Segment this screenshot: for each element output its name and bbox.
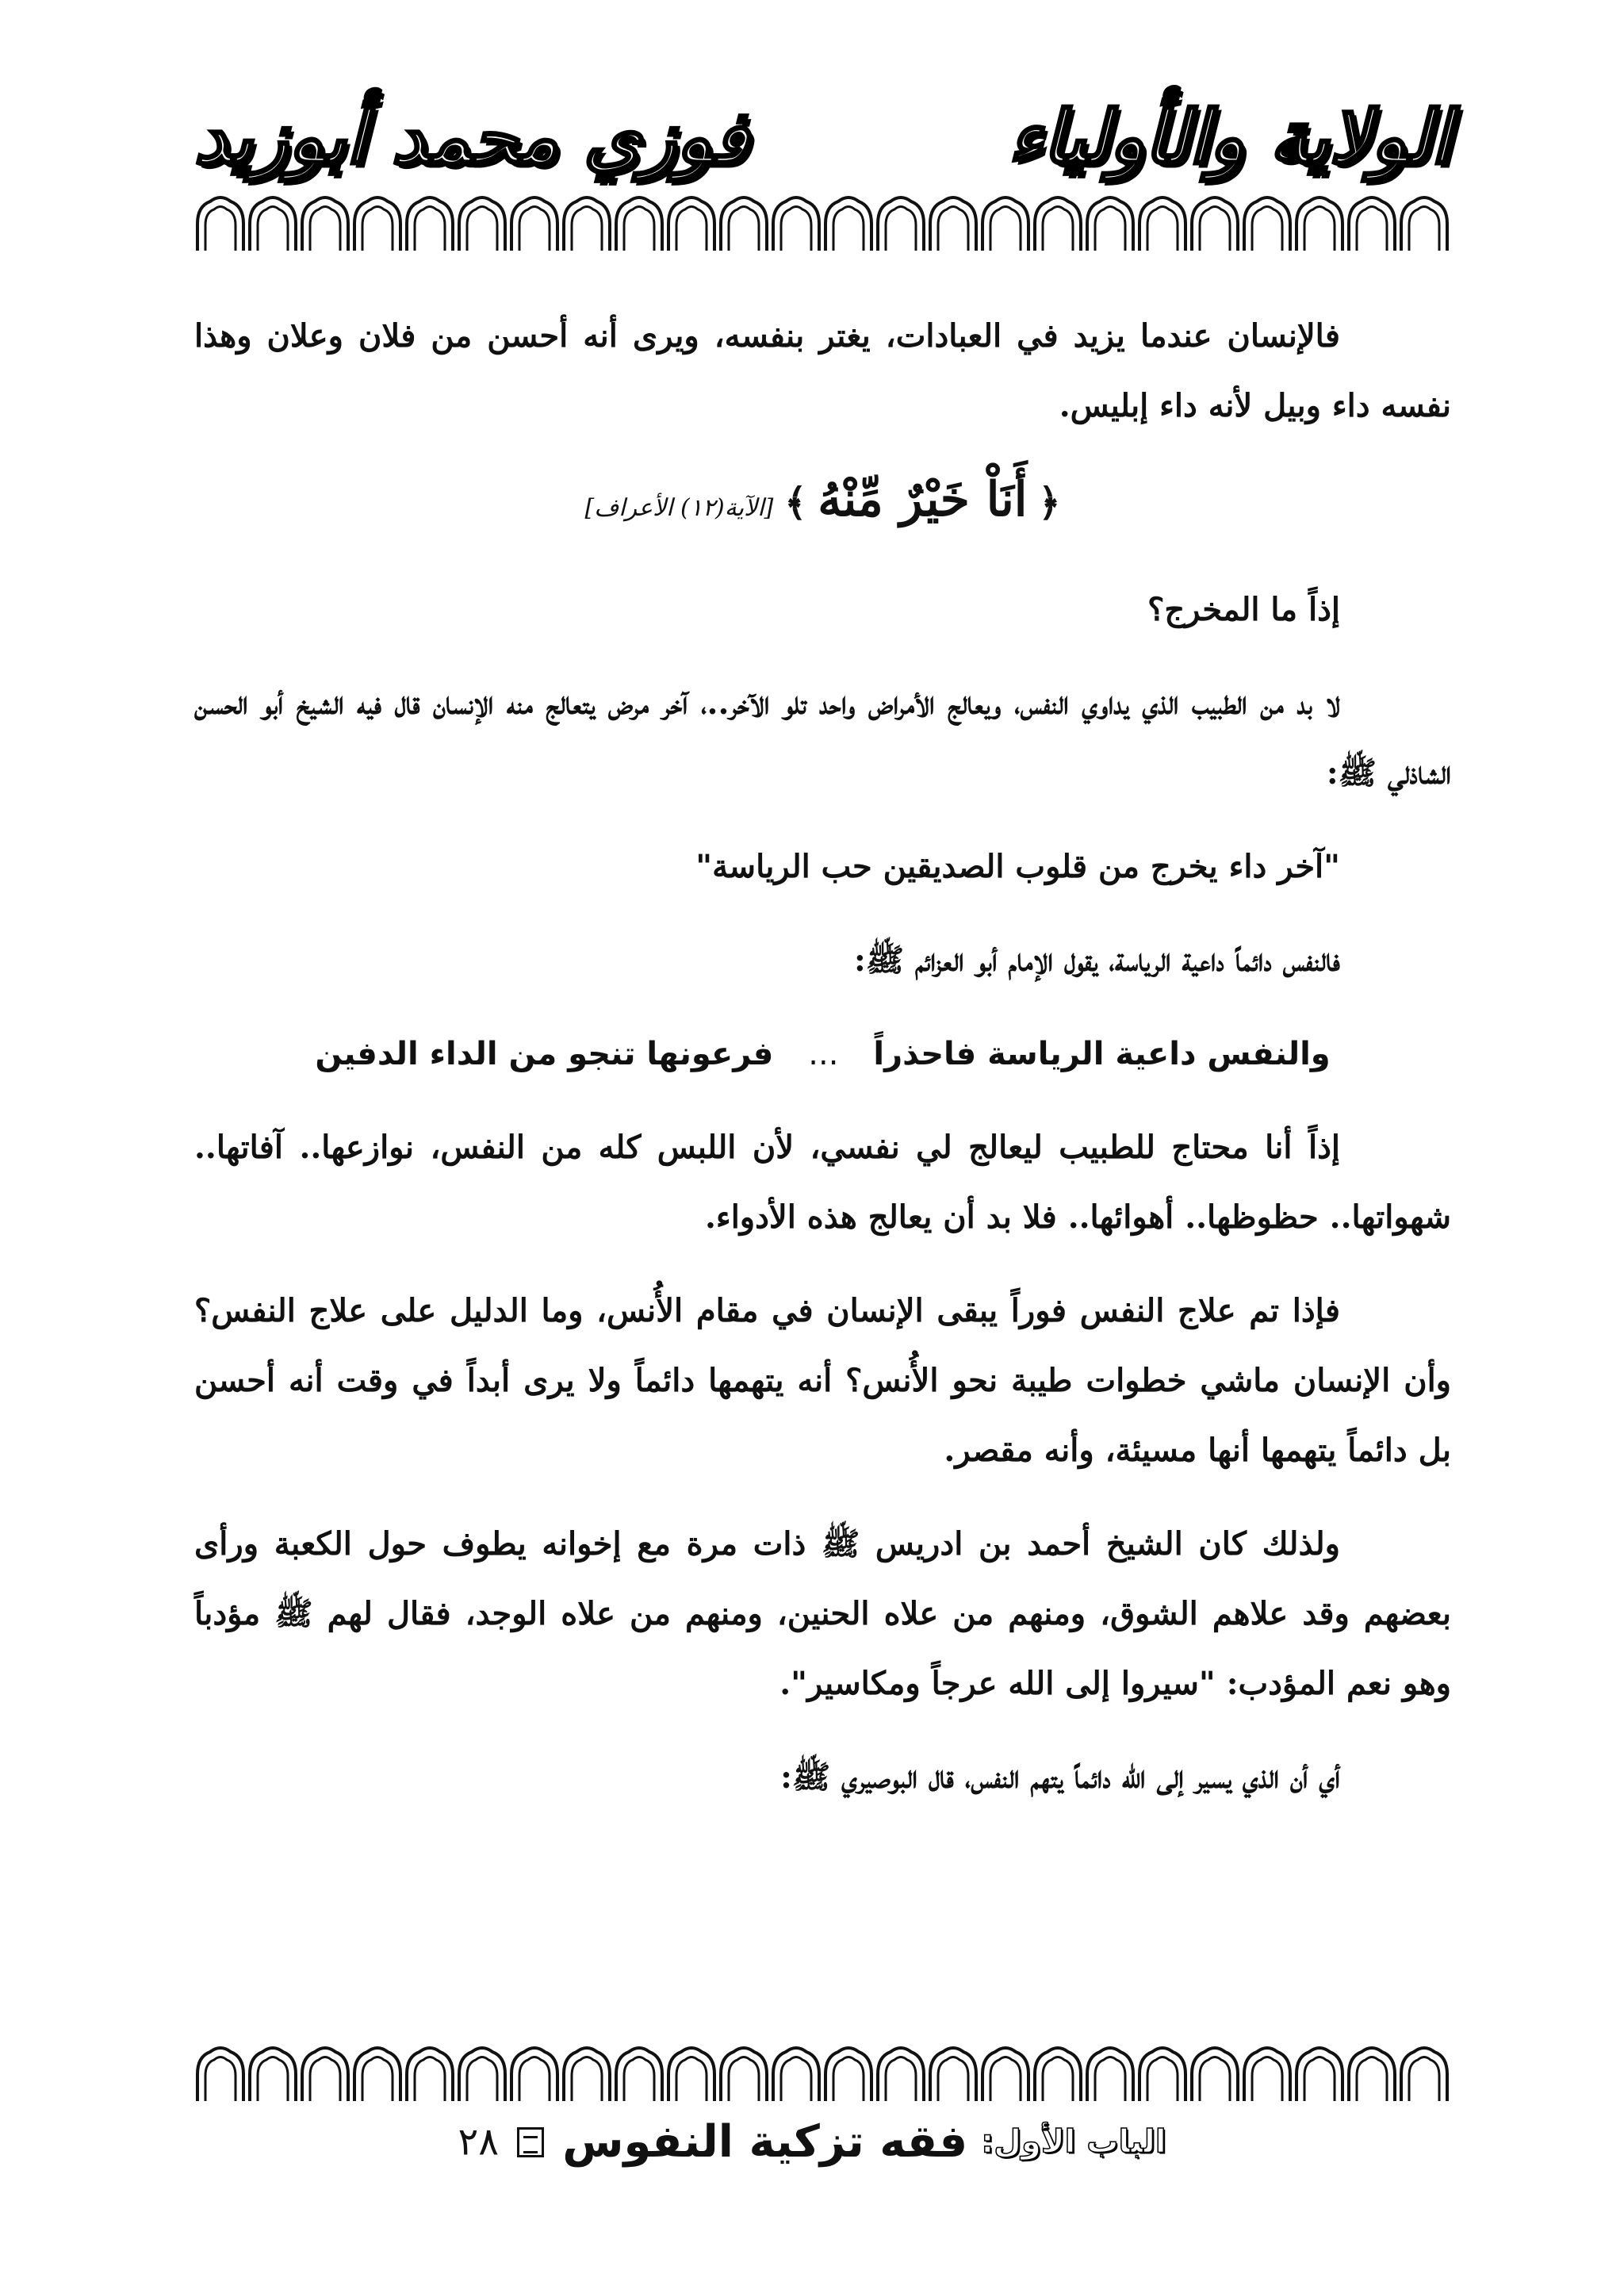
verse-open-bracket: ﴿ [1038, 481, 1061, 525]
paragraph-7: فإذا تم علاج النفس فوراً يبقى الإنسان في مقام الأُنس، وما الدليل على علاج النفس؟ وأن الإنسان ماشي خطوات طيبة نحو الأُنس؟ أنه يتهمها دائماً ولا يرى أبداً في وقت أنه أحسن بل دائماً يتهمها أنها مسيئة، وأنه مقصر. [194, 1292, 1451, 1469]
quran-verse [194, 465, 1451, 543]
page-content [194, 301, 1451, 1836]
quote-line: "آخر داء يخرج من قلوب الصديقين حب الرياسة" [695, 848, 1340, 885]
book-title: الولاية والأولياء [1008, 95, 1451, 180]
paragraph-1: فالإنسان عندما يزيد في العبادات، يغتر بنفسه، ويرى أنه أحسن من فلان وعلان وهذا نفسه داء وبيل لأنه داء إبليس. [194, 317, 1451, 424]
verse-text: أَنَاْ خَيْرٌ مِّنْهُ [818, 472, 1028, 527]
page-header [194, 95, 1451, 206]
poem-second-hemistich: فرعونها تنجو من الداء الدفين [315, 1036, 774, 1072]
paragraph-3: لا بد من الطبيب الذي يداوي النفس، ويعالج الأمراض واحد تلو الآخر..، آخر مرض يتعالج منه الإنسان قال فيه الشيخ أبو الحسن الشاذلي ﷺ: [194, 684, 1451, 792]
paragraph-8: ولذلك كان الشيخ أحمد بن ادريس ﷺ ذات مرة مع إخوانه يطوف حول الكعبة ورأى بعضهم وقد علاهم الشوق، ومنهم من علاه الحنين، ومنهم من علاه الوجد، فقال لهم ﷺ مؤدباً وهو نعم المؤدب: "سيروا إلى الله عرجاً ومكاسير". [194, 1525, 1451, 1702]
paragraph-9: أي أن الذي يسير إلى الله دائماً يتهم النفس، قال البوصيري ﷺ: [780, 1758, 1340, 1796]
chapter-label: الباب الأول: [981, 2123, 1166, 2161]
verse-close-bracket: ﴾ [784, 481, 807, 525]
poem-separator: ... [808, 1036, 839, 1072]
author-name: فوزي محمد أبوزيد [194, 95, 749, 180]
top-ornament-border [194, 192, 1451, 255]
paragraph-2: إذاً ما المخرج؟ [1147, 591, 1340, 628]
page-footer [0, 2116, 1624, 2188]
poem-verse [194, 1019, 1451, 1089]
paragraph-5: فالنفس دائماً داعية الرياسة، يقول الإمام أبو العزائم ﷺ: [854, 941, 1340, 979]
bottom-ornament-border [194, 2042, 1451, 2106]
verse-reference: [الآية(١٢) الأعراف] [584, 494, 774, 522]
poem-first-hemistich: والنفس داعية الرياسة فاحذراً [873, 1036, 1331, 1072]
page-number: ٢٨ [458, 2119, 500, 2165]
chapter-title: فقه تزكية النفوس [562, 2116, 968, 2168]
paragraph-6: إذاً أنا محتاج للطبيب ليعالج لي نفسي، لأن اللبس كله من النفس، نوازعها.. آفاتها.. شهواتها.. حظوظها.. أهوائها.. فلا بد أن يعالج هذه الأدواء. [194, 1129, 1451, 1236]
book-icon [517, 2127, 544, 2157]
